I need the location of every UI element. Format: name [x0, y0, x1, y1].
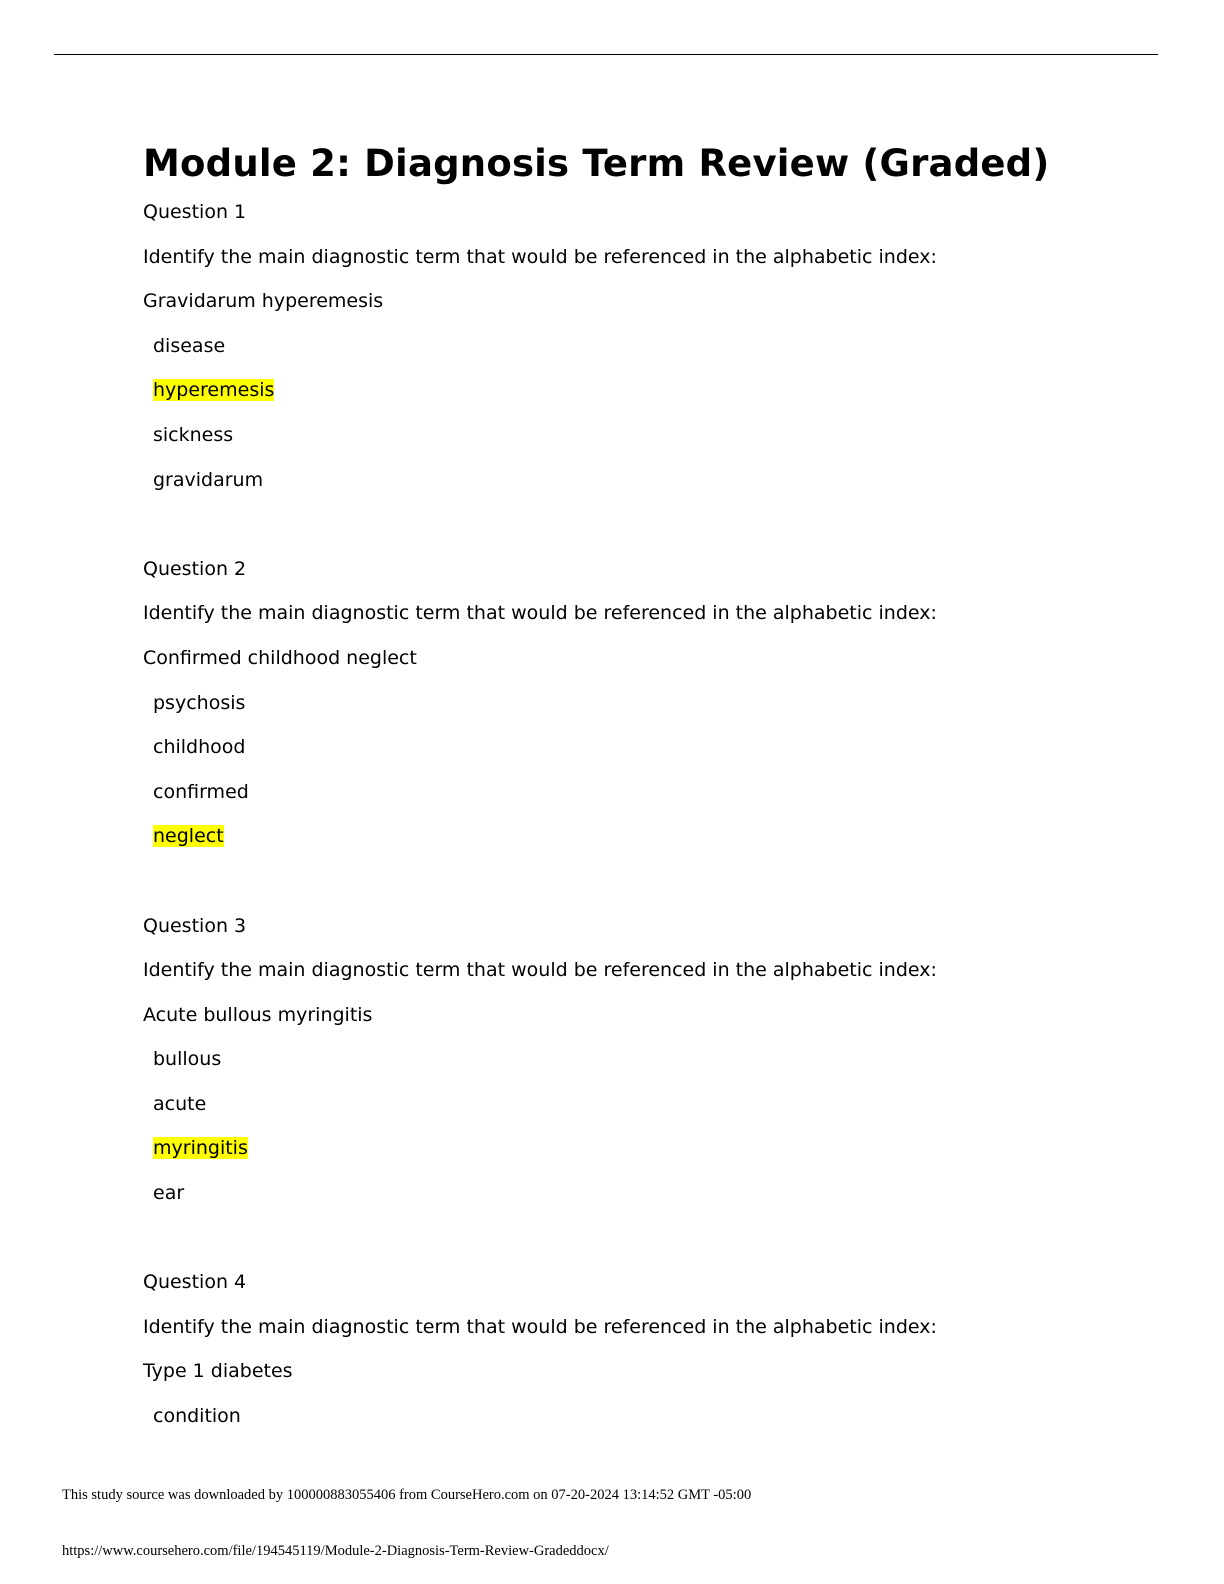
question-term: Confirmed childhood neglect	[143, 646, 417, 669]
answer-option-text: childhood	[153, 736, 246, 759]
answer-option	[143, 1037, 1143, 1082]
question-prompt: Identify the main diagnostic term that would be referenced in the alphabetic index:	[143, 602, 937, 625]
answer-option-text: bullous	[153, 1048, 222, 1071]
answer-option-text: neglect	[153, 825, 224, 848]
question-label: Question 2	[143, 557, 247, 580]
answer-option-text: psychosis	[153, 691, 246, 714]
answer-option-text: confirmed	[153, 780, 249, 803]
question-term: Gravidarum hyperemesis	[143, 290, 384, 313]
answer-option	[143, 725, 1143, 770]
answer-option-selected	[143, 368, 1143, 413]
answer-option-text: acute	[153, 1092, 207, 1115]
answer-option	[143, 1394, 1143, 1439]
question-prompt: Identify the main diagnostic term that would be referenced in the alphabetic index:	[143, 959, 937, 982]
top-divider	[54, 54, 1158, 55]
answer-option	[143, 458, 1143, 503]
question-prompt: Identify the main diagnostic term that would be referenced in the alphabetic index:	[143, 245, 937, 268]
document-body	[143, 138, 1143, 1439]
question-prompt: Identify the main diagnostic term that would be referenced in the alphabetic index:	[143, 1315, 937, 1338]
answer-option-selected	[143, 814, 1143, 859]
answer-option-text: hyperemesis	[153, 379, 275, 402]
spacer	[143, 502, 1143, 547]
question-label: Question 3	[143, 914, 247, 937]
answer-option-text: gravidarum	[153, 468, 264, 491]
spacer	[143, 1216, 1143, 1261]
answer-option-selected	[143, 1126, 1143, 1171]
page-title: Module 2: Diagnosis Term Review (Graded)	[143, 142, 1050, 185]
answer-option-text: ear	[153, 1182, 185, 1205]
answer-option	[143, 1082, 1143, 1127]
answer-option-text: sickness	[153, 423, 234, 446]
answer-option	[143, 413, 1143, 458]
answer-option	[143, 681, 1143, 726]
question-block	[143, 547, 1143, 904]
download-source-notice: This study source was downloaded by 100000883055406 from CourseHero.com on 07-20-2024 13:14:52 GMT -05:00	[62, 1487, 752, 1503]
question-term: Acute bullous myringitis	[143, 1003, 373, 1026]
answer-option	[143, 770, 1143, 815]
answer-option	[143, 324, 1143, 369]
question-block	[143, 904, 1143, 1261]
answer-option-text: myringitis	[153, 1137, 248, 1160]
question-term: Type 1 diabetes	[143, 1360, 293, 1383]
answer-option-text: condition	[153, 1405, 241, 1428]
question-label: Question 1	[143, 201, 247, 223]
question-label: Question 4	[143, 1271, 247, 1294]
question-block	[143, 1260, 1143, 1438]
question-block	[143, 190, 1143, 547]
source-url: https://www.coursehero.com/file/194545119/Module-2-Diagnosis-Term-Review-Gradeddocx/	[62, 1543, 609, 1559]
answer-option-text: disease	[153, 334, 226, 357]
spacer	[143, 859, 1143, 904]
answer-option	[143, 1171, 1143, 1216]
